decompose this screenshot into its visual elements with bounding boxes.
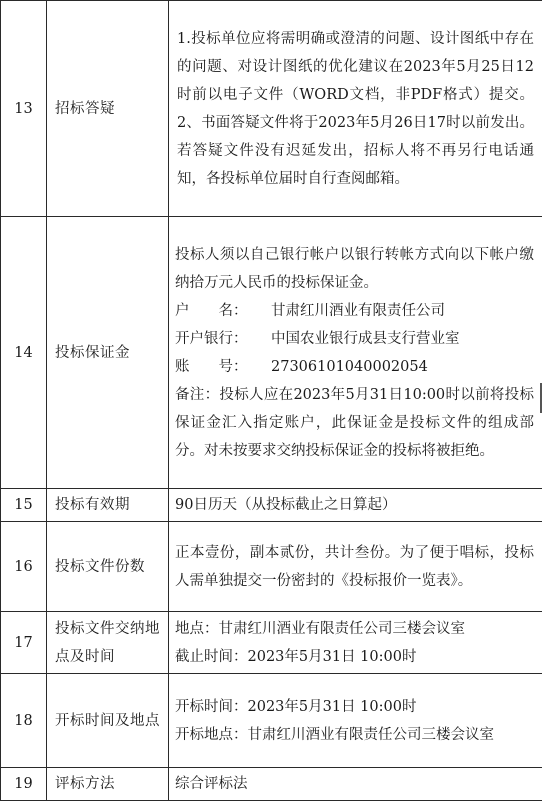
row-item: 招标答疑 [47,1,169,217]
row-content: 正本壹份，副本贰份，共计叁份。为了便于唱标，投标人需单独提交一份密封的《投标报价一览表》。 [169,522,542,612]
account-number-value: 27306101040002054 [271,359,428,375]
row-content: 90日历天（从投标截止之日算起） [169,489,542,522]
row-number: 14 [1,217,47,489]
bank-line [175,325,534,353]
row-item: 投标文件份数 [47,522,169,612]
row-item: 投标文件交纳地点及时间 [47,612,169,674]
deposit-note: 备注：投标人应在2023年5月31日10:00时以前将投标保证金汇入指定账户，此保证金是投标文件的组成部分。对未按要求交纳投标保证金的投标将被拒绝。 [175,381,534,465]
row-number: 19 [1,768,47,801]
submission-deadline: 截止时间：2023年5月31日 10:00时 [175,643,534,671]
row-item: 投标保证金 [47,217,169,489]
row-number: 18 [1,674,47,768]
account-number-label: 账 号： [175,353,271,381]
row-item: 投标有效期 [47,489,169,522]
table-row [1,612,542,674]
row-number: 17 [1,612,47,674]
table-row [1,522,542,612]
opening-location: 开标地点：甘肃红川酒业有限责任公司三楼会议室 [175,721,534,749]
table-row [1,768,542,801]
row-content [169,1,542,217]
qa-text: 1.投标单位应将需明确或澄清的问题、设计图纸中存在的问题、对设计图纸的优化建议在2023年5月25日12时前以电子文件（WORD文档，非PDF格式）提交。2、书面答疑文件将于2023年5月26日17时以前发出。若答疑文件没有迟延发出，招标人将不再另行电话通知，各投标单位届时自行查阅邮箱。 [177,25,534,193]
deposit-intro: 投标人须以自己银行帐户以银行转帐方式向以下帐户缴纳拾万元人民币的投标保证金。 [175,241,534,297]
row-content: 综合评标法 [169,768,542,801]
table-row [1,674,542,768]
account-name-value: 甘肃红川酒业有限责任公司 [271,303,445,319]
row-number: 16 [1,522,47,612]
row-item: 评标方法 [47,768,169,801]
row-item: 开标时间及地点 [47,674,169,768]
account-number-line [175,353,534,381]
row-number: 13 [1,1,47,217]
row-number: 15 [1,489,47,522]
table-row [1,217,542,489]
row-content [169,612,542,674]
bank-label: 开户银行： [175,325,271,353]
opening-time: 开标时间：2023年5月31日 10:00时 [175,693,534,721]
account-name-line [175,297,534,325]
table-row [1,489,542,522]
account-name-label: 户 名： [175,297,271,325]
row-content [169,674,542,768]
submission-location: 地点：甘肃红川酒业有限责任公司三楼会议室 [175,615,534,643]
table-row [1,1,542,217]
bank-value: 中国农业银行成县支行营业室 [271,331,460,347]
row-content [169,217,542,489]
